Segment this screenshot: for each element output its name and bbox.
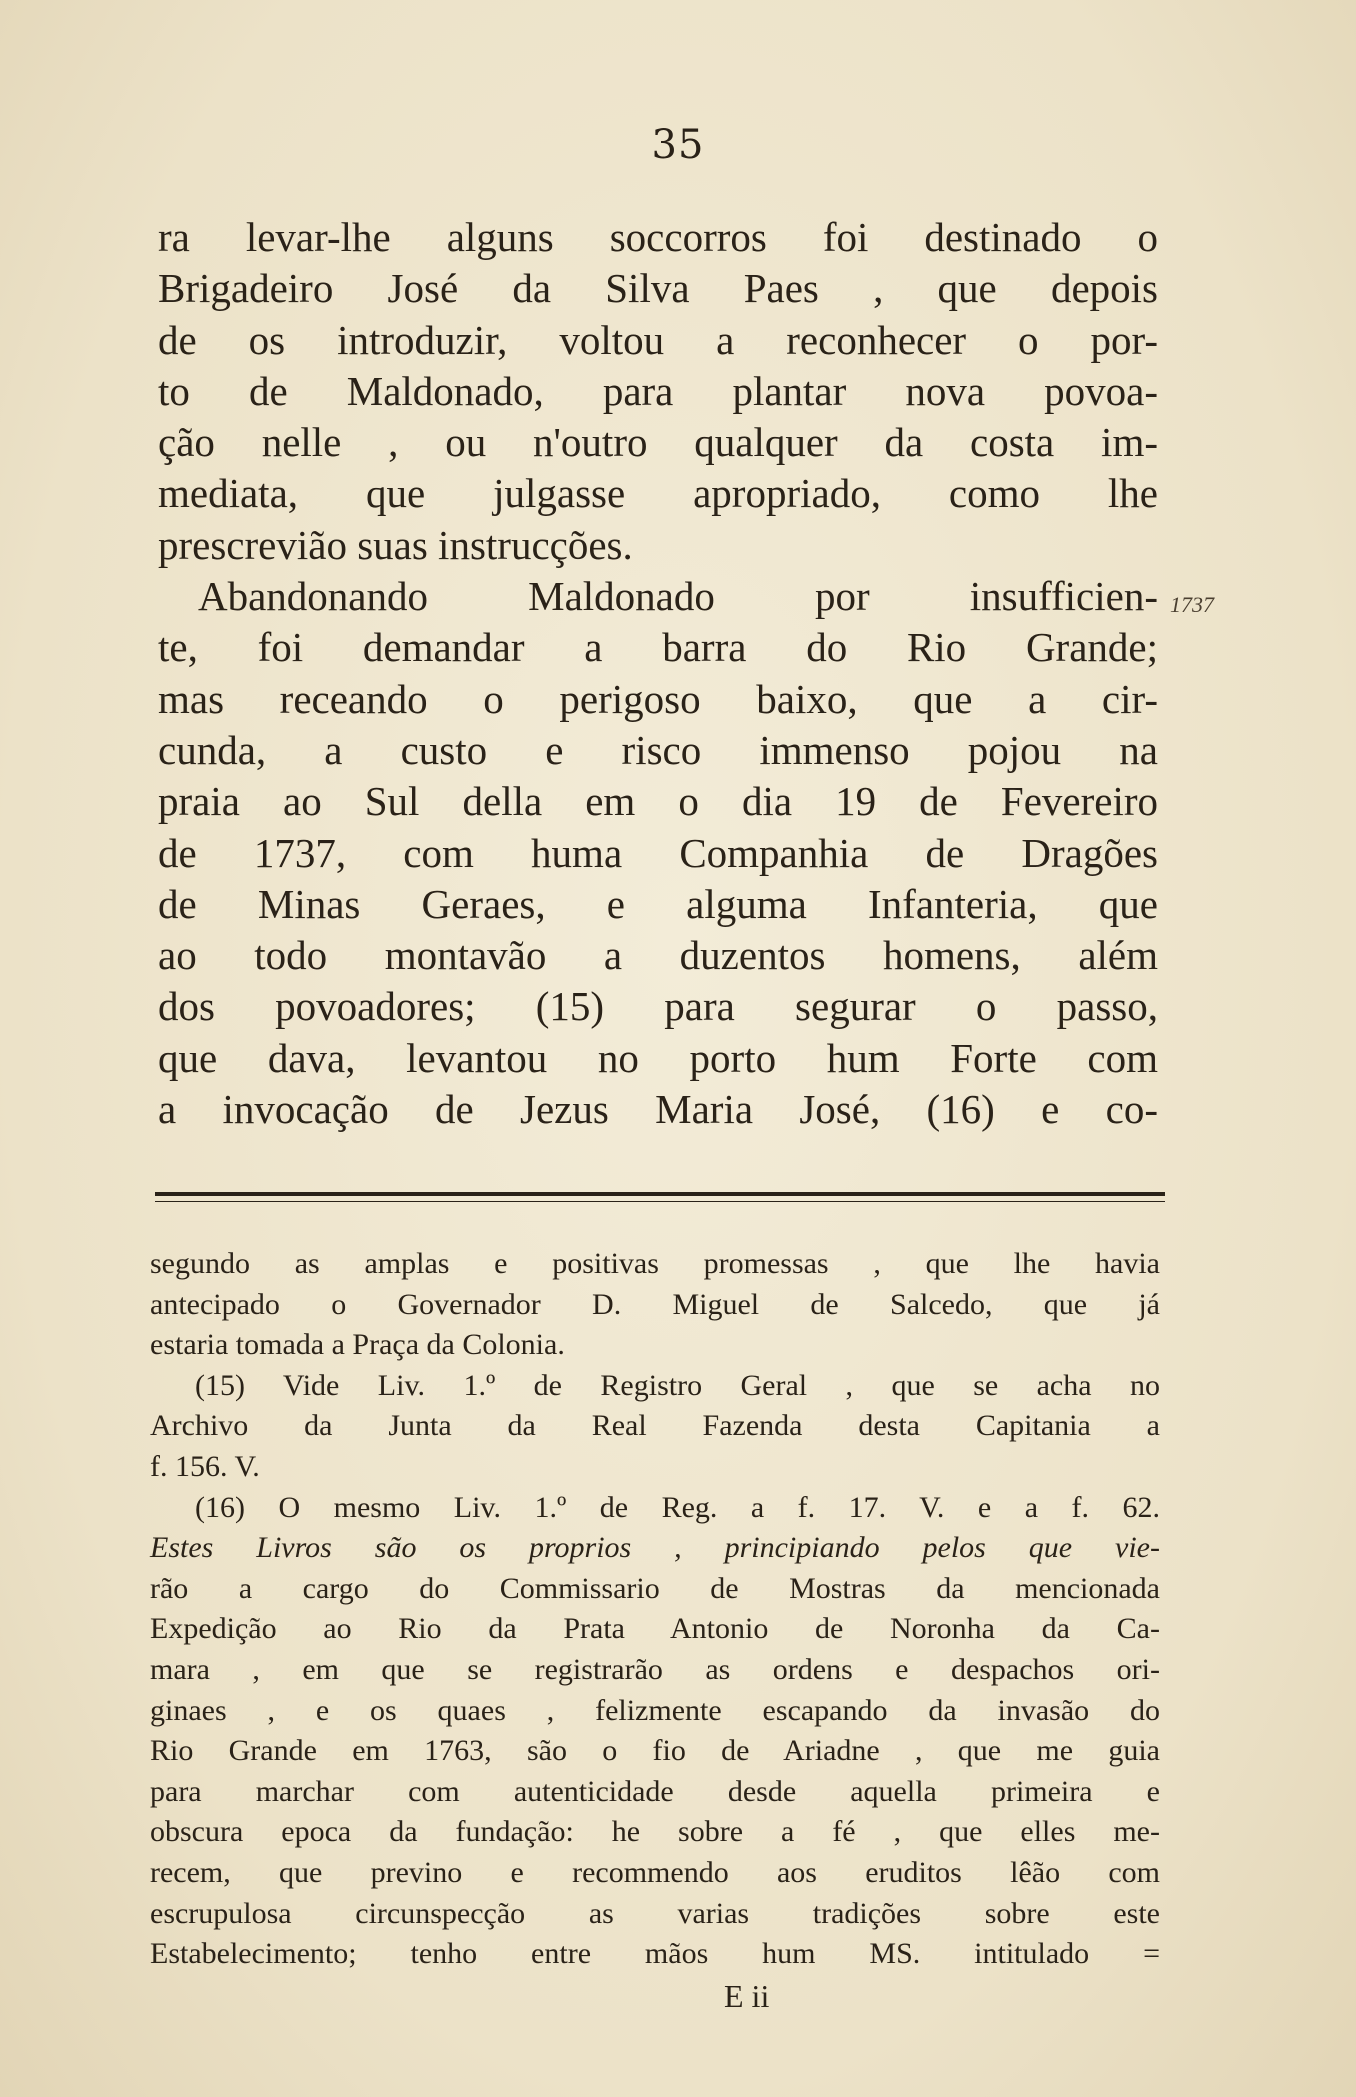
footnote-line: Expedição ao Rio da Prata Antonio de Noronha da Ca- [150,1612,1160,1646]
signature-mark: E ii [724,1978,770,2014]
footnote-line: estaria tomada a Praça da Colonia. [150,1328,565,1362]
text-line: to de Maldonado, para plantar nova povoa- [158,367,1158,414]
text-line: de os introduzir, voltou a reconhecer o por- [158,316,1158,363]
text-line: praia ao Sul della em o dia 19 de Fevereiro [158,778,1158,825]
footnote-line: recem, que previno e recommendo aos eruditos lêão com [150,1855,1160,1889]
footnote-line: rão a cargo do Commissario de Mostras da mencionada [150,1571,1160,1605]
text-line: a invocação de Jezus Maria José, (16) e co- [158,1086,1158,1133]
text-line: mas receando o perigoso baixo, que a cir- [158,675,1158,722]
margin-year-note: 1737 [1170,592,1214,617]
footnote-line: ginaes , e os quaes , felizmente escapando da invasão do [150,1693,1160,1727]
text-line: de Minas Geraes, e alguma Infanteria, que [158,880,1158,927]
text-line: dos povoadores; (15) para segurar o passo, [158,983,1158,1030]
footnote-line: f. 156. V. [150,1449,260,1483]
footnote-divider [155,1192,1165,1196]
text-line: que dava, levantou no porto hum Forte com [158,1034,1158,1081]
text-line: prescrevião suas instrucções. [158,521,633,568]
footnote-line: escrupulosa circunspecção as varias tradições sobre este [150,1896,1160,1930]
footnote-line: (15) Vide Liv. 1.º de Registro Geral , que se acha no [195,1368,1160,1402]
footnote-line: Estes Livros são os proprios , principiando pelos que vie- [150,1531,1160,1565]
page-number: 35 [651,122,705,168]
text-line: ra levar-lhe alguns soccorros foi destinado o [158,214,1158,260]
text-line: te, foi demandar a barra do Rio Grande; [158,624,1158,671]
footnote-line: Estabelecimento; tenho entre mãos hum MS. intitulado = [150,1937,1160,1971]
footnotes [150,1244,1160,1975]
footnote-line: mara , em que se registrarão as ordens e despachos ori- [150,1652,1160,1686]
footnote-line: (16) O mesmo Liv. 1.º de Reg. a f. 17. V. e a f. 62. [195,1490,1160,1524]
footnote-line: segundo as amplas e positivas promessas , que lhe havia [150,1247,1160,1280]
text-line: de 1737, com huma Companhia de Dragões [158,829,1158,876]
footnote-line: para marchar com autenticidade desde aquella primeira e [150,1774,1160,1808]
text-line: ção nelle , ou n'outro qualquer da costa im- [158,419,1158,466]
text-line: Abandonando Maldonado por insufficien- [198,573,1158,620]
main-text [158,212,1158,1135]
footnote-line: obscura epoca da fundação: he sobre a fé , que elles me- [150,1815,1160,1849]
footnote-line: Rio Grande em 1763, são o fio de Ariadne , que me guia [150,1734,1160,1768]
text-line: cunda, a custo e risco immenso pojou na [158,726,1158,773]
text-line: Brigadeiro José da Silva Paes , que depois [158,265,1158,312]
footnote-line: Archivo da Junta da Real Fazenda desta Capitania a [150,1409,1160,1443]
footnote-divider-thin [155,1201,1165,1202]
footnote-line: antecipado o Governador D. Miguel de Salcedo, que já [150,1287,1160,1321]
text-line: mediata, que julgasse apropriado, como lhe [158,470,1158,517]
text-line: ao todo montavão a duzentos homens, além [158,932,1158,979]
